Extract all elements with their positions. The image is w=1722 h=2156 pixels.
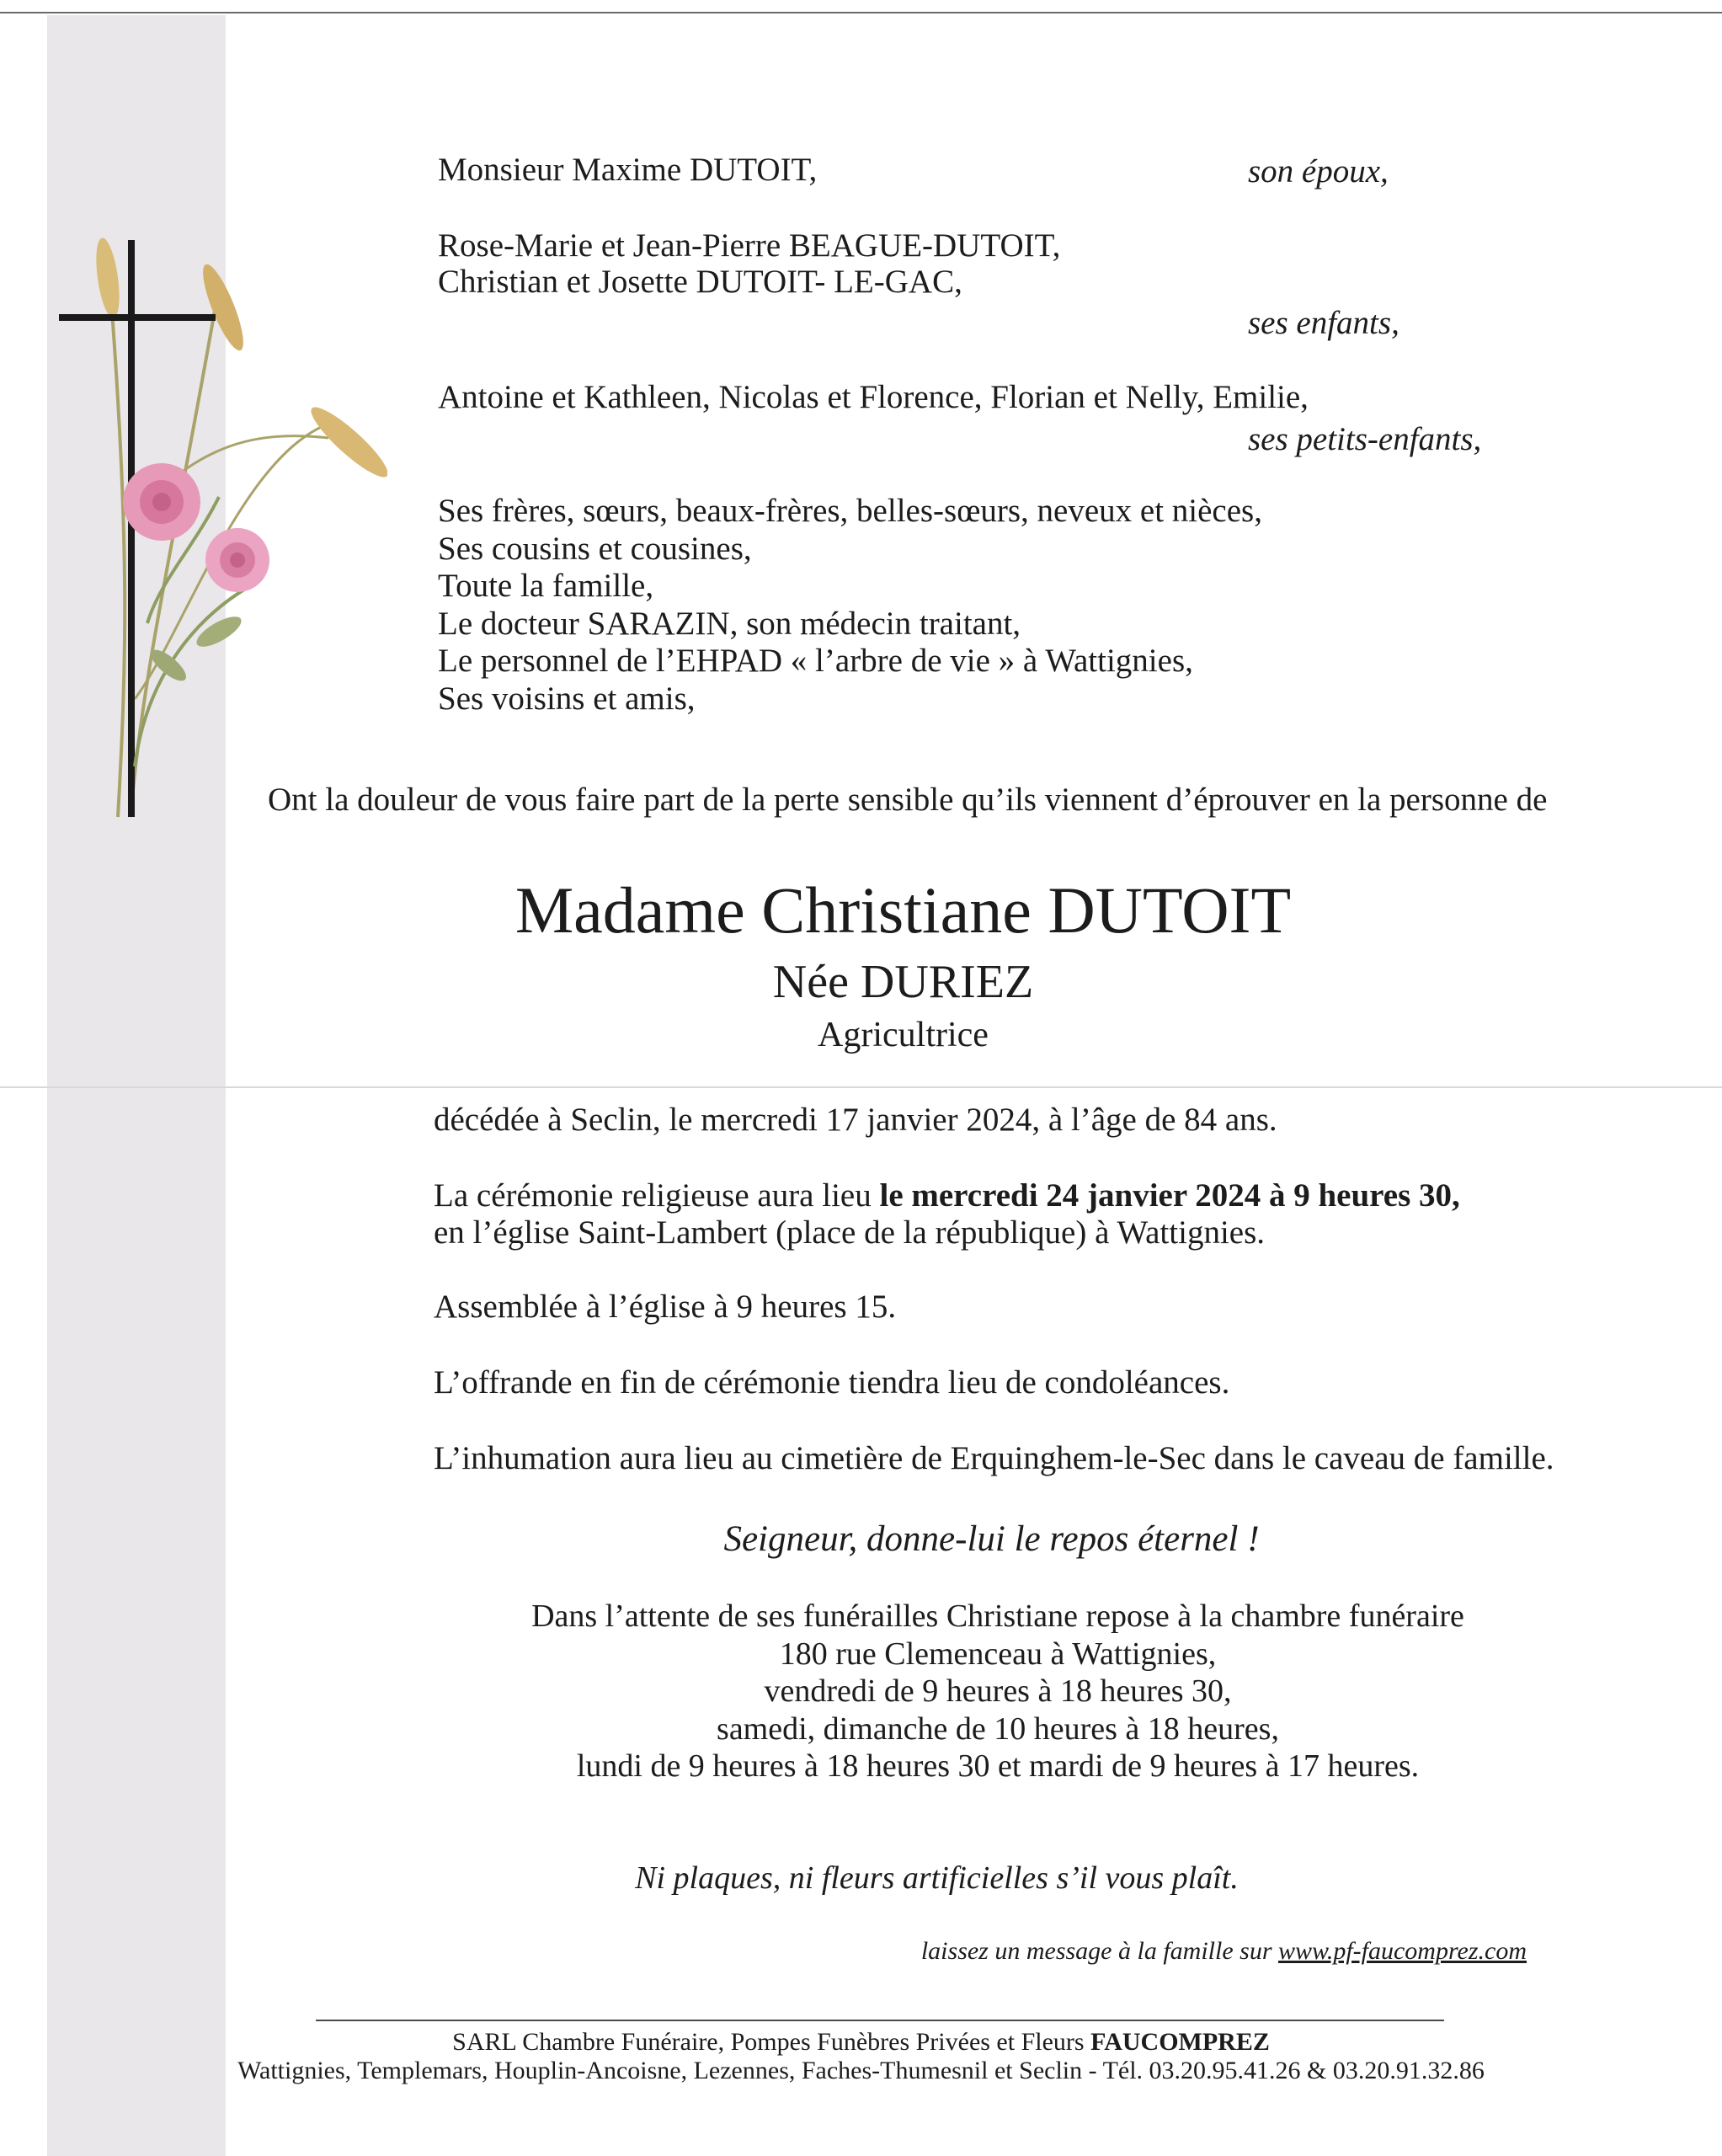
death-notice: décédée à Seclin, le mercredi 17 janvier 2024, à l’âge de 84 ans. (434, 1102, 1277, 1138)
rose-leaf (193, 611, 246, 652)
top-border-line (0, 12, 1722, 13)
fold-line (0, 1086, 1722, 1088)
deceased-occupation: Agricultrice (818, 1016, 989, 1054)
website-link[interactable]: www.pf-faucomprez.com (1278, 1937, 1527, 1965)
announcement-sentence: Ont la douleur de vous faire part de la perte sensible qu’ils viennent d’éprouver en la personne de (268, 782, 1548, 818)
wheat-stalk (109, 278, 125, 817)
online-message-line (921, 1937, 1527, 1966)
footer-divider (316, 2020, 1444, 2021)
rose-leaf (147, 645, 191, 686)
relatives-line: Ses cousins et cousines, (438, 530, 752, 567)
cross-wheat-roses-illustration (51, 227, 387, 834)
wheat-ear (304, 399, 387, 484)
footer-company-line (0, 2027, 1722, 2057)
prayer-line: Seigneur, donne-lui le repos éternel ! (723, 1519, 1260, 1559)
footer-locations-phones: Wattignies, Templemars, Houplin-Ancoisne, Lezennes, Faches-Thumesnil et Seclin - Tél. 03.20.95.41.26 & 03.20.91.32.86 (237, 2057, 1485, 2084)
deceased-maiden-name: Née DURIEZ (772, 956, 1034, 1008)
grandchildren-names: Antoine et Kathleen, Nicolas et Florence, Florian et Nelly, Emilie, (438, 379, 1309, 415)
offering-notice: L’offrande en fin de cérémonie tiendra lieu de condoléances. (434, 1364, 1230, 1401)
viewing-line: vendredi de 9 heures à 18 heures 30, (764, 1673, 1232, 1709)
viewing-line: Dans l’attente de ses funérailles Christiane repose à la chambre funéraire (531, 1598, 1464, 1634)
ceremony-intro: La cérémonie religieuse aura lieu (434, 1177, 880, 1214)
rose-flower-center (230, 552, 245, 568)
assembly-notice: Assemblée à l’église à 9 heures 15. (434, 1289, 897, 1325)
relatives-line: Le personnel de l’EHPAD « l’arbre de vie » à Wattignies, (438, 643, 1193, 680)
viewing-line: samedi, dimanche de 10 heures à 18 heures, (717, 1710, 1279, 1747)
relatives-line: Le docteur SARAZIN, son médecin traitant, (438, 605, 1021, 642)
wheat-ear (195, 260, 250, 355)
viewing-line: 180 rue Clemenceau à Wattignies, (779, 1636, 1217, 1672)
relatives-line: Ses frères, sœurs, beaux-frères, belles-sœurs, neveux et nièces, (438, 493, 1262, 529)
burial-notice: L’inhumation aura lieu au cimetière de Erquinghem-le-Sec dans le caveau de famille. (434, 1440, 1554, 1476)
cross-horizontal-bar (59, 314, 216, 321)
husband-relation: son époux, (1248, 153, 1389, 189)
online-message-text: laissez un message à la famille sur (920, 1937, 1279, 1965)
children-relation: ses enfants, (1248, 305, 1399, 341)
ceremony-datetime: le mercredi 24 janvier 2024 à 9 heures 30, (879, 1177, 1460, 1214)
footer-company-name: FAUCOMPREZ (1090, 2028, 1270, 2056)
rose-flower-center (152, 493, 171, 511)
wheat-stalk (131, 286, 219, 817)
relatives-line: Ses voisins et amis, (438, 680, 696, 717)
children-line-2: Christian et Josette DUTOIT- LE-GAC, (438, 264, 962, 300)
ceremony-line-1 (434, 1177, 1460, 1214)
ceremony-place: en l’église Saint-Lambert (place de la république) à Wattignies. (434, 1214, 1266, 1251)
viewing-schedule (472, 1598, 1524, 1785)
viewing-line: lundi de 9 heures à 18 heures 30 et mardi de 9 heures à 17 heures. (576, 1748, 1420, 1784)
flowers-request: Ni plaques, ni fleurs artificielles s’il vous plaît. (635, 1860, 1239, 1896)
grandchildren-relation: ses petits-enfants, (1248, 421, 1482, 457)
relatives-line: Toute la famille, (438, 568, 654, 605)
husband-name: Monsieur Maxime DUTOIT, (438, 152, 818, 188)
children-line-1: Rose-Marie et Jean-Pierre BEAGUE-DUTOIT, (438, 227, 1061, 264)
relatives-list (438, 493, 1262, 718)
wheat-ear (92, 237, 123, 319)
deceased-name: Madame Christiane DUTOIT (514, 873, 1292, 947)
footer-company-prefix: SARL Chambre Funéraire, Pompes Funèbres Privées et Fleurs (452, 2028, 1091, 2056)
